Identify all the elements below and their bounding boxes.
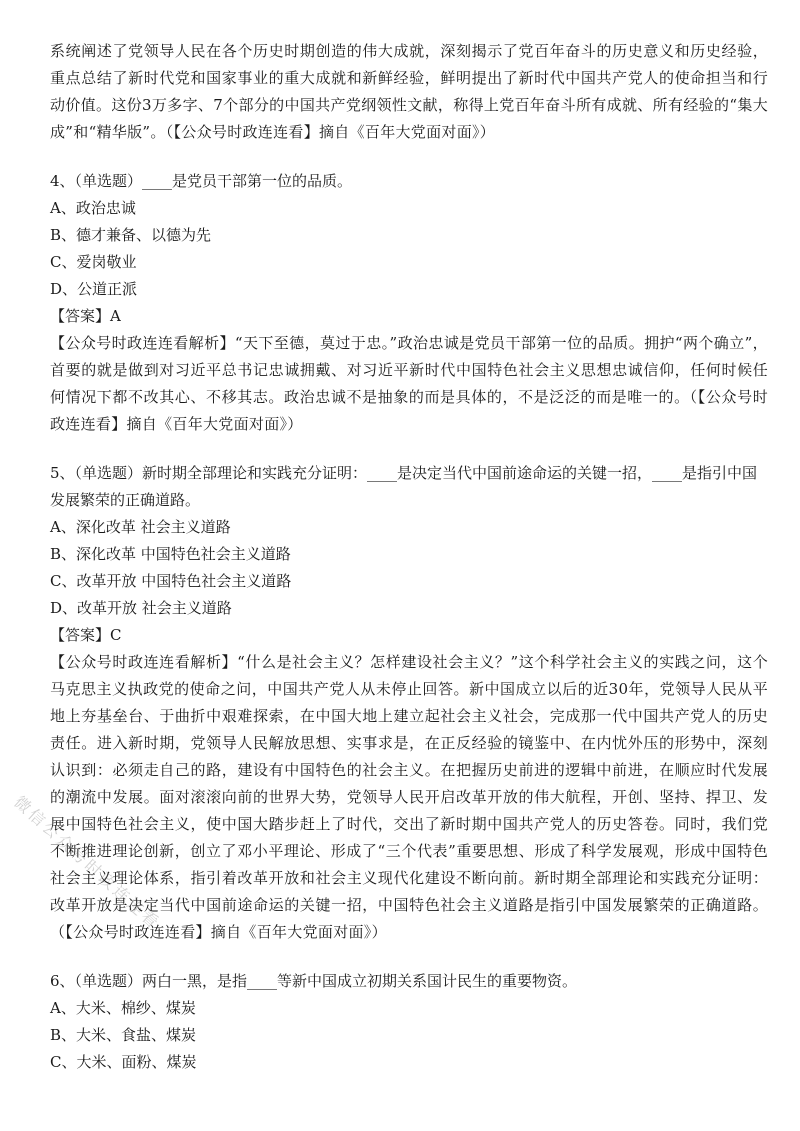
option-b: B、深化改革 中国特色社会主义道路 [50, 545, 291, 563]
option-d: D、公道正派 [50, 280, 138, 298]
option-c: C、大米、面粉、煤炭 [50, 1053, 197, 1071]
question-4 [50, 168, 768, 438]
option-b: B、大米、食盐、煤炭 [50, 1026, 197, 1044]
analysis: 【公众号时政连连看解析】“天下至德，莫过于忠。”政治忠诚是党员干部第一位的品质。拥护“两个确立”，首要的就是做到对习近平总书记忠诚拥戴、对习近平新时代中国特色社会主义思想忠诚信仰，任何时候任何情况下都不改其心、不移其志。政治忠诚不是抽象的而是具体的，不是泛泛的而是唯一的。（【公众号时政连连看】摘自《百年大党面对面》） [50, 334, 768, 433]
option-a: A、深化改革 社会主义道路 [50, 518, 231, 536]
answer: 【答案】C [50, 626, 122, 644]
watermark: 微信公众号时政连连看 [10, 792, 165, 934]
option-a: A、政治忠诚 [50, 199, 136, 217]
answer: 【答案】A [50, 307, 121, 325]
option-c: C、爱岗敬业 [50, 253, 137, 271]
analysis: 【公众号时政连连看解析】“什么是社会主义？怎样建设社会主义？”这个科学社会主义的实践之问，这个马克思主义执政党的使命之问，中国共产党人从未停止回答。新中国成立以后的近30年，党领导人民从平地上夯基垒台、于曲折中艰难探索，在中国大地上建立起社会主义社会，完成那一代中国共产党人的历史责任。进入新时期，党领导人民解放思想、实事求是，在正反经验的镜鉴中、在内忧外压的形势中，深刻认识到：必须走自己的路，建设有中国特色的社会主义。在把握历史前进的逻辑中前进，在顺应时代发展的潮流中发展。面对滚滚向前的世界大势，党领导人民开启改革开放的伟大航程，开创、坚持、捍卫、发展中国特色社会主义，使中国大踏步赶上了时代，交出了新时期中国共产党人的历史答卷。同时，我们党不断推进理论创新，创立了邓小平理论、形成了“三个代表”重要思想、形成了科学发展观，形成中国特色社会主义理论体系，指引着改革开放和社会主义现代化建设不断向前。新时期全部理论和实践充分证明：改革开放是决定当代中国前途命运的关键一招，中国特色社会主义道路是指引中国发展繁荣的正确道路。（【公众号时政连连看】摘自《百年大党面对面》） [50, 653, 768, 941]
question-title: 5、（单选题）新时期全部理论和实践充分证明：____是决定当代中国前途命运的关键一招，____是指引中国发展繁荣的正确道路。 [50, 464, 758, 509]
question-5 [50, 460, 768, 946]
option-b: B、德才兼备、以德为先 [50, 226, 212, 244]
option-a: A、大米、棉纱、煤炭 [50, 999, 196, 1017]
document-page [50, 38, 768, 1076]
question-title: 6、（单选题）两白一黑，是指____等新中国成立初期关系国计民生的重要物资。 [50, 972, 578, 990]
question-title: 4、（单选题）____是党员干部第一位的品质。 [50, 172, 353, 190]
intro-paragraph: 系统阐述了党领导人民在各个历史时期创造的伟大成就，深刻揭示了党百年奋斗的历史意义和历史经验，重点总结了新时代党和国家事业的重大成就和新鲜经验，鲜明提出了新时代中国共产党人的使命担当和行动价值。这份3万多字、7个部分的中国共产党纲领性文献，称得上党百年奋斗所有成就、所有经验的“集大成”和“精华版”。（【公众号时政连连看】摘自《百年大党面对面》） [50, 42, 768, 141]
question-6 [50, 968, 768, 1076]
option-d: D、改革开放 社会主义道路 [50, 599, 232, 617]
option-c: C、改革开放 中国特色社会主义道路 [50, 572, 292, 590]
